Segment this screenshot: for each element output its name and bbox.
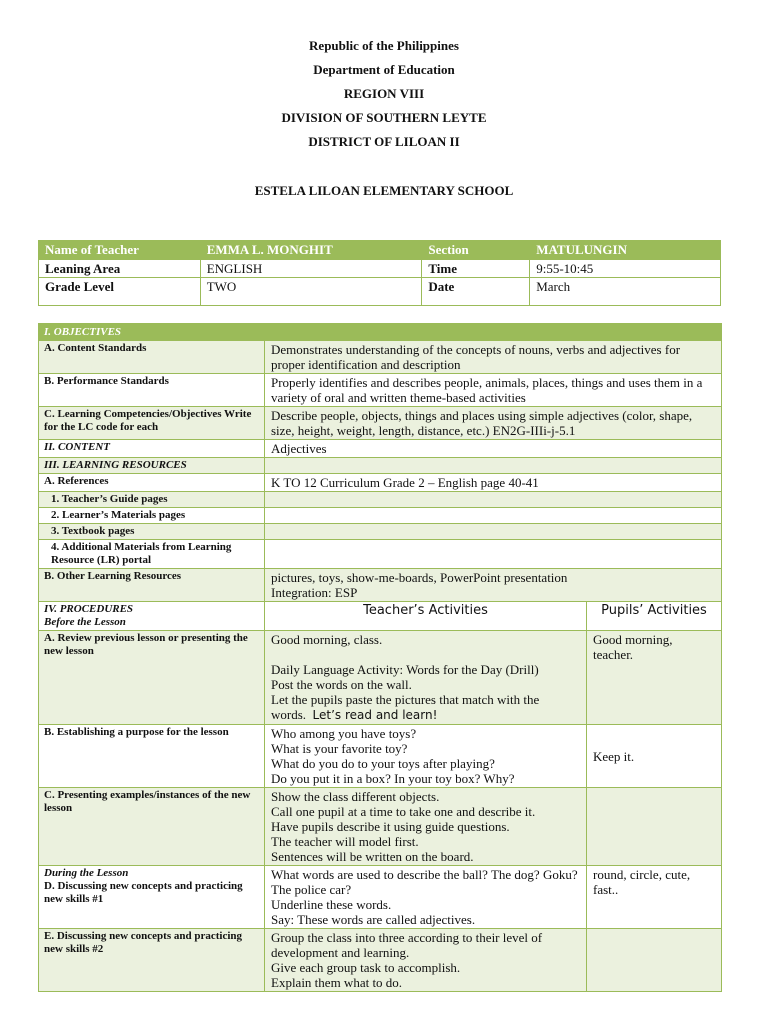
performance-standards-row	[39, 374, 722, 407]
performance-standards-label: B. Performance Standards	[39, 374, 265, 407]
discuss1-teacher-line: Say: These words are called adjectives.	[271, 912, 476, 927]
learners-materials-value	[265, 508, 722, 524]
purpose-teacher-line: What do you do to your toys after playing?	[271, 756, 495, 771]
pupil-activities-header: Pupils’ Activities	[587, 602, 722, 631]
header-district: DISTRICT OF LILOAN II	[308, 134, 460, 149]
presenting-row	[39, 788, 722, 866]
competencies-value: Describe people, objects, things and places using simple adjectives (color, shape, size, height, weight, length, distance, etc.) EN2G-IIIi-j-5.1	[265, 407, 722, 440]
review-teacher-line: Daily Language Activity: Words for the Day (Drill)	[271, 662, 539, 677]
discuss1-teacher-line: Underline these words.	[271, 897, 392, 912]
teacher-value: EMMA L. MONGHIT	[200, 241, 422, 260]
discuss2-teacher-line: Group the class into three according to their level of development and learning.	[271, 930, 543, 960]
info-row-teacher	[39, 241, 721, 260]
discuss1-title: D. Discussing new concepts and practicing new skills #1	[44, 880, 243, 905]
header-department: Department of Education	[313, 62, 455, 77]
discuss2-teacher-line: Give each group task to accomplish.	[271, 960, 461, 975]
other-resources-label: B. Other Learning Resources	[39, 569, 265, 602]
content-row	[39, 440, 722, 458]
purpose-row	[39, 725, 722, 788]
references-value: K TO 12 Curriculum Grade 2 – English page 40-41	[265, 474, 722, 492]
header-republic: Republic of the Philippines	[309, 38, 459, 53]
discuss1-pupil: round, circle, cute, fast..	[587, 866, 722, 929]
header-region: REGION VIII	[343, 86, 425, 101]
discuss1-teacher	[265, 866, 587, 929]
teachers-guide-row	[39, 492, 722, 508]
presenting-teacher-line: Sentences will be written on the board.	[271, 849, 474, 864]
school-name: ESTELA LILOAN ELEMENTARY SCHOOL	[254, 183, 514, 198]
discuss2-pupil	[587, 929, 722, 992]
review-teacher-line	[271, 692, 580, 723]
discuss1-teacher-line: What words are used to describe the ball? The dog? Goku? The police car?	[271, 867, 578, 897]
content-value: Adjectives	[265, 440, 722, 458]
review-teacher-text: Let’s read and learn!	[312, 708, 438, 722]
teacher-info-table	[38, 240, 721, 306]
teachers-guide-value	[265, 492, 722, 508]
date-value: March	[530, 278, 721, 306]
other-resources-value	[265, 569, 722, 602]
additional-materials-label: 4. Additional Materials from Learning Resource (LR) portal	[39, 540, 265, 569]
procedures-header-row	[39, 602, 722, 631]
discuss1-row	[39, 866, 722, 929]
resources-label: III. LEARNING RESOURCES	[39, 458, 265, 474]
area-value: ENGLISH	[200, 260, 422, 278]
review-teacher-line: Post the words on the wall.	[271, 677, 412, 692]
learners-materials-row	[39, 508, 722, 524]
section-value: MATULUNGIN	[530, 241, 721, 260]
competencies-row	[39, 407, 722, 440]
discuss2-label: E. Discussing new concepts and practicing new skills #2	[39, 929, 265, 992]
purpose-teacher	[265, 725, 587, 788]
teacher-label: Name of Teacher	[39, 241, 201, 260]
during-lesson-label: During the Lesson	[44, 867, 129, 879]
references-label: A. References	[39, 474, 265, 492]
review-row	[39, 631, 722, 725]
resources-row	[39, 458, 722, 474]
date-label: Date	[422, 278, 530, 306]
presenting-label: C. Presenting examples/instances of the new lesson	[39, 788, 265, 866]
purpose-teacher-line: What is your favorite toy?	[271, 741, 408, 756]
discuss2-teacher	[265, 929, 587, 992]
content-standards-label: A. Content Standards	[39, 341, 265, 374]
presenting-pupil	[587, 788, 722, 866]
textbook-label: 3. Textbook pages	[39, 524, 265, 540]
purpose-label: B. Establishing a purpose for the lesson	[39, 725, 265, 788]
presenting-teacher-line: Show the class different objects.	[271, 789, 440, 804]
additional-materials-value	[265, 540, 722, 569]
textbook-row	[39, 524, 722, 540]
section-label: Section	[422, 241, 530, 260]
review-pupil: Good morning, teacher.	[587, 631, 722, 725]
header-division: DIVISION OF SOUTHERN LEYTE	[281, 110, 487, 125]
other-resources-line-1: pictures, toys, show-me-boards, PowerPoint presentation	[271, 570, 568, 585]
time-label: Time	[422, 260, 530, 278]
resources-value	[265, 458, 722, 474]
discuss1-label	[39, 866, 265, 929]
content-standards-value: Demonstrates understanding of the concepts of nouns, verbs and adjectives for proper identification and description	[265, 341, 722, 374]
content-label: II. CONTENT	[39, 440, 265, 458]
purpose-teacher-line: Do you put it in a box? In your toy box? Why?	[271, 771, 515, 786]
purpose-pupil: Keep it.	[587, 725, 722, 788]
teacher-activities-header: Teacher’s Activities	[265, 602, 587, 631]
purpose-teacher-line: Who among you have toys?	[271, 726, 417, 741]
textbook-value	[265, 524, 722, 540]
area-label: Leaning Area	[39, 260, 201, 278]
references-row	[39, 474, 722, 492]
competencies-label: C. Learning Competencies/Objectives Write for the LC code for each	[39, 407, 265, 440]
teachers-guide-label: 1. Teacher’s Guide pages	[39, 492, 265, 508]
procedures-label	[39, 602, 265, 631]
presenting-teacher-line: Have pupils describe it using guide questions.	[271, 819, 510, 834]
objectives-heading-row	[39, 324, 722, 341]
before-lesson-label: Before the Lesson	[44, 616, 126, 628]
presenting-teacher-line: Call one pupil at a time to take one and describe it.	[271, 804, 536, 819]
review-label: A. Review previous lesson or presenting the new lesson	[39, 631, 265, 725]
performance-standards-value: Properly identifies and describes people, animals, places, things and uses them in a variety of oral and written theme-based activities	[265, 374, 722, 407]
presenting-teacher-line: The teacher will model first.	[271, 834, 419, 849]
learners-materials-label: 2. Learner’s Materials pages	[39, 508, 265, 524]
additional-materials-row	[39, 540, 722, 569]
lesson-plan-table	[38, 323, 722, 992]
presenting-teacher	[265, 788, 587, 866]
other-resources-line-2: Integration: ESP	[271, 585, 358, 600]
grade-value: TWO	[200, 278, 422, 306]
discuss2-row	[39, 929, 722, 992]
review-teacher-text: Let the pupils paste the pictures that match with the words.	[271, 692, 540, 722]
discuss2-teacher-line: Explain them what to do.	[271, 975, 403, 990]
procedures-title: IV. PROCEDURES	[44, 603, 134, 615]
info-row-area	[39, 260, 721, 278]
review-teacher-line: Good morning, class.	[271, 632, 383, 647]
other-resources-row	[39, 569, 722, 602]
objectives-heading: I. OBJECTIVES	[39, 324, 722, 341]
grade-label: Grade Level	[39, 278, 201, 306]
content-standards-row	[39, 341, 722, 374]
time-value: 9:55-10:45	[530, 260, 721, 278]
info-row-grade	[39, 278, 721, 306]
review-teacher	[265, 631, 587, 725]
